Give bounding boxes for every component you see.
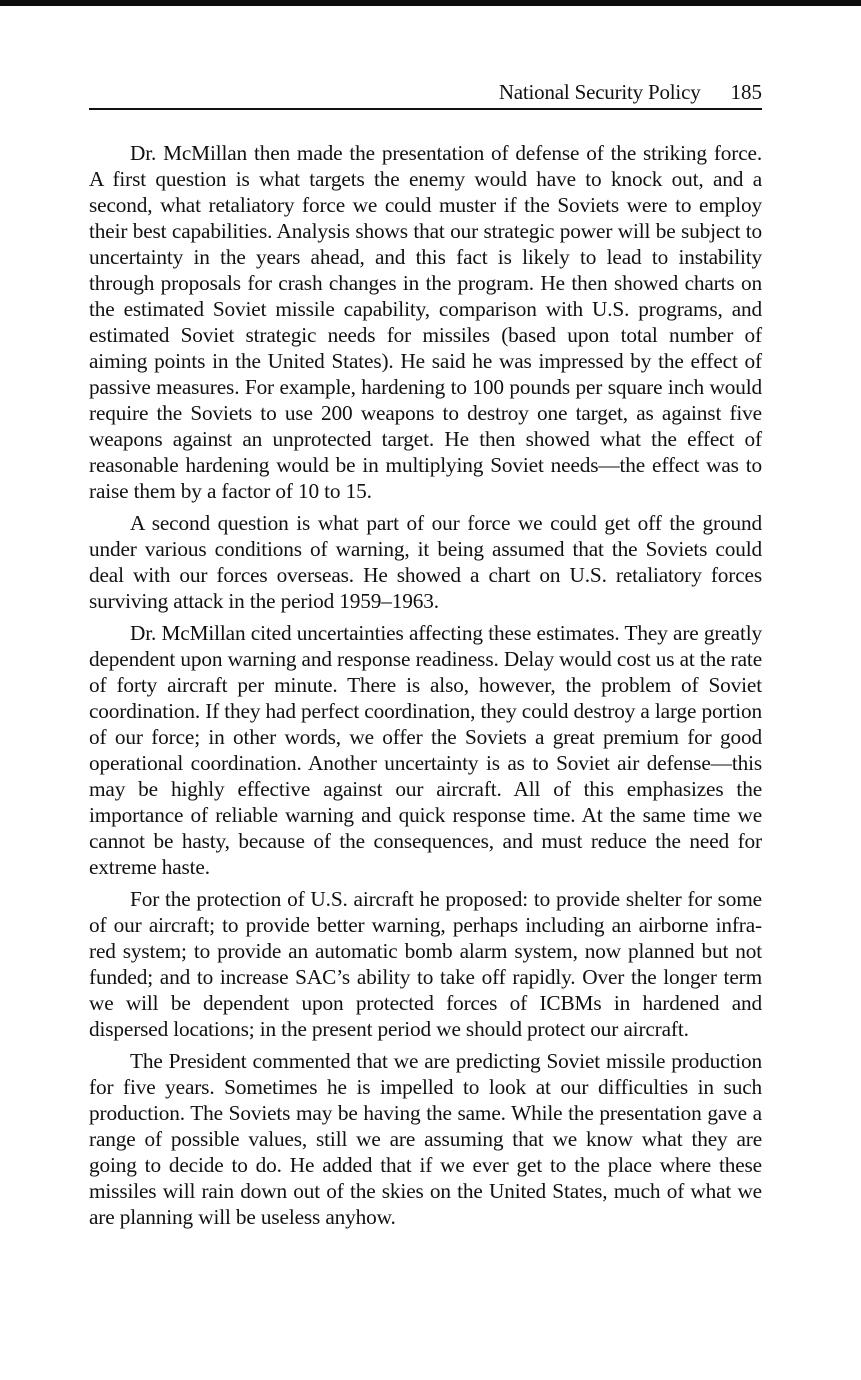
paragraph-4: For the protection of U.S. aircraft he proposed: to provide shelter for some of our aircraft; to provide better warning, perhaps including an airborne infra-red system; to provide an automatic bomb alarm system, now planned but not funded; and to increase SAC’s ability to take off rapidly. Over the longer term we will be dependent upon protected forces of ICBMs in hardened and dispersed locations; in the present period we should protect our aircraft.: [89, 887, 762, 1041]
paragraph-3: Dr. McMillan cited uncertainties affecting these estimates. They are greatly dependent upon warning and response readiness. Delay would cost us at the rate of forty aircraft per minute. There is also, however, the problem of Soviet coordination. If they had perfect coordination, they could destroy a large portion of our force; in other words, we offer the Soviets a great premium for good operational coordination. Another uncertainty is as to Soviet air defense—this may be highly effective against our aircraft. All of this emphasizes the importance of reliable warning and quick response time. At the same time we cannot be hasty, because of the consequences, and must reduce the need for extreme haste.: [89, 621, 762, 879]
paragraph-2: A second question is what part of our force we could get off the ground under various conditions of warning, it being assumed that the Soviets could deal with our forces overseas. He showed a chart on U.S. retaliatory forces surviving attack in the period 1959–1963.: [89, 511, 762, 613]
paragraph-5: The President commented that we are predicting Soviet missile production for five years. Sometimes he is impelled to look at our difficulties in such production. The Soviets may be having the same. While the presentation gave a range of possible values, still we are assuming that we know what they are going to decide to do. He added that if we ever get to the place where these missiles will rain down out of the skies on the United States, much of what we are planning will be useless anyhow.: [89, 1049, 762, 1229]
scan-top-edge: [0, 0, 861, 6]
page-number: 185: [730, 80, 762, 104]
body-text: [89, 140, 762, 1236]
paragraph-1: Dr. McMillan then made the presentation of defense of the striking force. A first question is what targets the enemy would have to knock out, and a second, what retaliatory force we could muster if the Soviets were to employ their best capabilities. Analysis shows that our strategic power will be subject to uncertainty in the years ahead, and this fact is likely to lead to instability through proposals for crash changes in the program. He then showed charts on the estimated Soviet missile capability, comparison with U.S. programs, and estimated Soviet strategic needs for missiles (based upon total number of aiming points in the United States). He said he was impressed by the effect of passive measures. For example, hardening to 100 pounds per square inch would require the Soviets to use 200 weapons to destroy one target, as against five weapons against an unprotected target. He then showed what the effect of reasonable hardening would be in multiplying Soviet needs—the effect was to raise them by a factor of 10 to 15.: [89, 141, 762, 503]
running-title: National Security Policy: [498, 80, 701, 104]
running-head: [89, 80, 762, 110]
